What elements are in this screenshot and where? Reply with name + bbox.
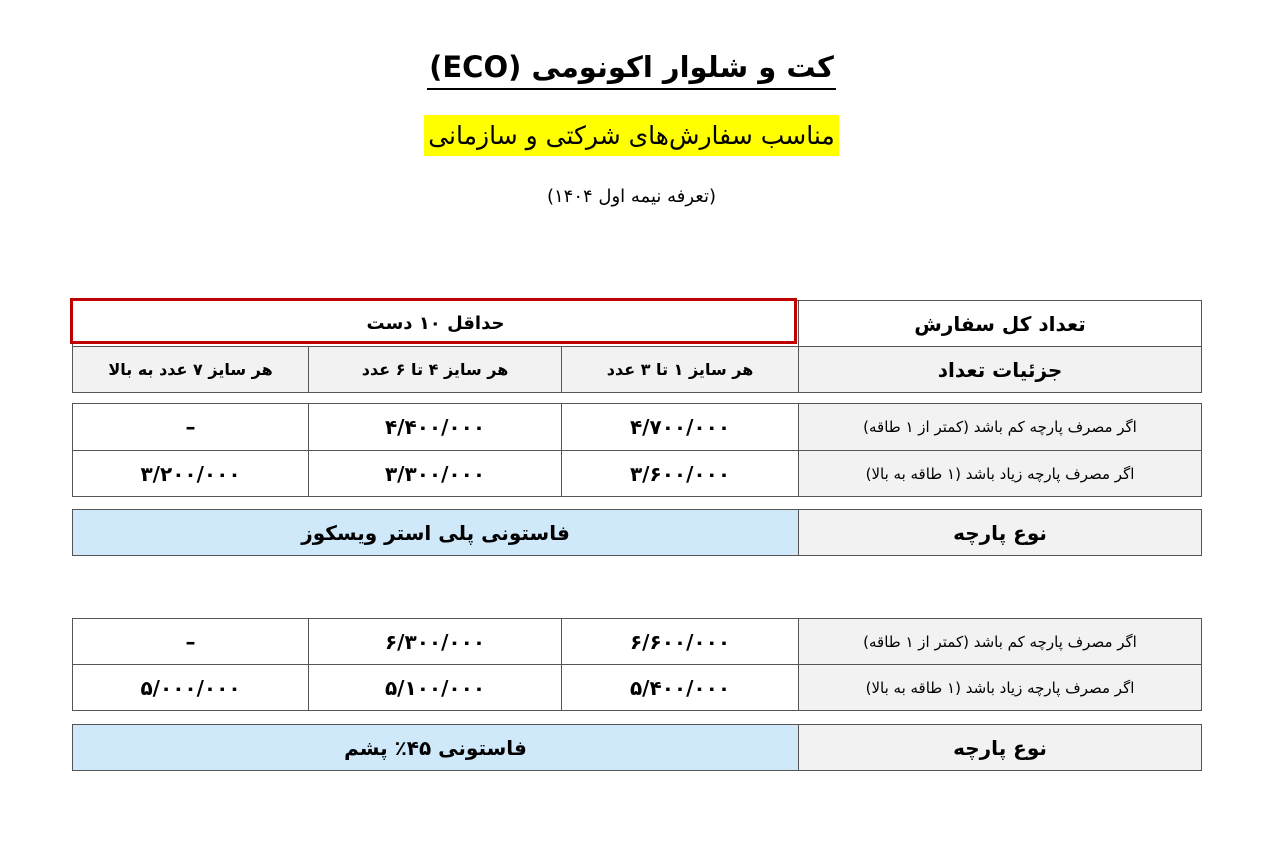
price-cell: ۴/۷۰۰/۰۰۰ [562,404,799,451]
price-cell: ۴/۴۰۰/۰۰۰ [309,404,562,451]
total-order-value: حداقل ۱۰ دست [73,301,799,347]
price-cell: ۵/۴۰۰/۰۰۰ [562,665,799,711]
price-cell: ۳/۲۰۰/۰۰۰ [73,451,309,497]
price-cell: ۶/۳۰۰/۰۰۰ [309,619,562,665]
price-cell: – [73,404,309,451]
column-header-size-7-plus: هر سایز ۷ عدد به بالا [73,347,309,393]
price-cell: ۵/۰۰۰/۰۰۰ [73,665,309,711]
tariff-note: (تعرفه نیمه اول ۱۴۰۴) [546,186,717,207]
order-quantity-table [72,300,1202,393]
price-table-2 [72,618,1202,711]
subtitle-wrap [0,115,1263,156]
column-header-size-1-3: هر سایز ۱ تا ۳ عدد [562,347,799,393]
price-cell: – [73,619,309,665]
fabric-table-2 [72,724,1202,771]
row-label-low-usage: اگر مصرف پارچه کم باشد (کمتر از ۱ طاقه) [799,404,1202,451]
price-cell: ۳/۳۰۰/۰۰۰ [309,451,562,497]
price-cell: ۵/۱۰۰/۰۰۰ [309,665,562,711]
row-label-low-usage: اگر مصرف پارچه کم باشد (کمتر از ۱ طاقه) [799,619,1202,665]
row-label-high-usage: اگر مصرف پارچه زیاد باشد (۱ طاقه به بالا) [799,451,1202,497]
row-label-high-usage: اگر مصرف پارچه زیاد باشد (۱ طاقه به بالا) [799,665,1202,711]
fabric-type-label: نوع پارچه [799,725,1202,771]
price-table-1 [72,403,1202,497]
subtitle-highlight: مناسب سفارش‌های شرکتی و سازمانی [424,115,839,156]
price-cell: ۳/۶۰۰/۰۰۰ [562,451,799,497]
fabric-type-value: فاستونی ۴۵٪ پشم [73,725,799,771]
price-cell: ۶/۶۰۰/۰۰۰ [562,619,799,665]
column-header-size-4-6: هر سایز ۴ تا ۶ عدد [309,347,562,393]
page-title-wrap [0,50,1263,90]
fabric-type-label: نوع پارچه [799,510,1202,556]
total-order-label: تعداد کل سفارش [799,301,1202,347]
quantity-details-label: جزئیات تعداد [799,347,1202,393]
fabric-type-value: فاستونی پلی استر ویسکوز [73,510,799,556]
page-title: کت و شلوار اکونومی (ECO) [427,50,836,90]
fabric-table-1 [72,509,1202,556]
